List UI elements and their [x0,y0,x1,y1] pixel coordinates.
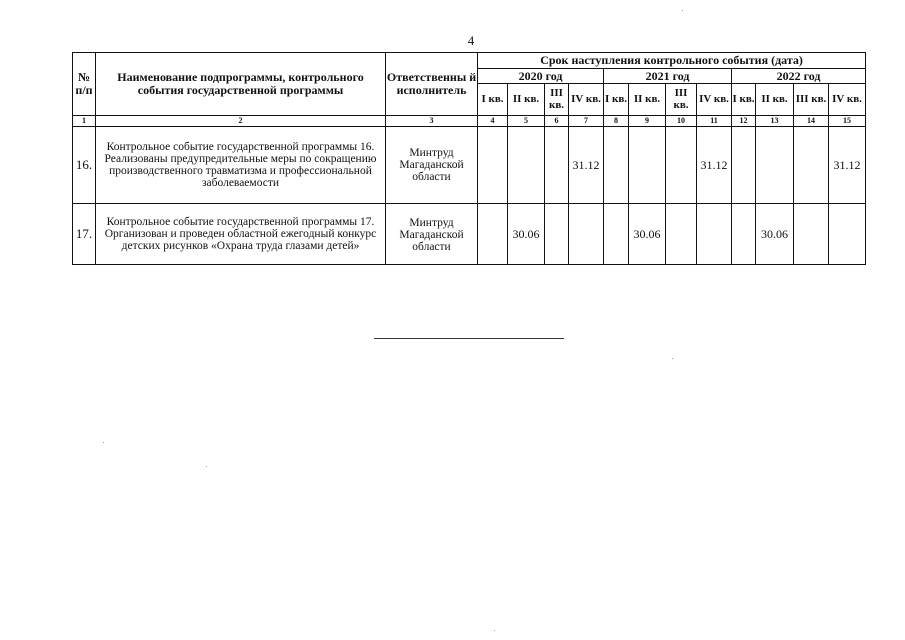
header-deadline: Срок наступления контрольного события (дата) [478,53,866,69]
header-name: Наименование подпрограммы, контрольного события государственной программы [96,53,386,116]
header-responsible: Ответственны й исполнитель [386,53,478,116]
date-cell [604,204,629,265]
header-year-2021: 2021 год [604,69,732,84]
header-quarter: III кв. [794,84,829,116]
column-number: 12 [732,116,756,127]
control-events-table [72,52,866,265]
date-cell [545,127,569,204]
column-number: 10 [666,116,697,127]
scan-speck [682,10,683,11]
header-year-2022: 2022 год [732,69,866,84]
date-cell [604,127,629,204]
header-quarter: IV кв. [829,84,866,116]
date-cell [756,127,794,204]
scan-speck [494,630,495,631]
column-number: 11 [697,116,732,127]
column-number: 2 [96,116,386,127]
header-quarter: I кв. [478,84,508,116]
responsible-executor: Минтруд Магаданской области [386,127,478,204]
column-number: 8 [604,116,629,127]
header-quarter: I кв. [732,84,756,116]
scan-speck [206,466,207,467]
table-row [73,127,866,204]
date-cell [478,204,508,265]
date-cell [666,127,697,204]
column-number: 1 [73,116,96,127]
date-cell [508,127,545,204]
header-quarter: II кв. [756,84,794,116]
date-cell [794,204,829,265]
date-cell [732,127,756,204]
column-numbers-row [73,116,866,127]
date-cell [794,127,829,204]
column-number: 3 [386,116,478,127]
event-name: Контрольное событие государственной программы 16. Реализованы предупредительные меры по сокращению производственного травматизма и профессиональной заболеваемости [96,127,386,204]
event-name: Контрольное событие государственной программы 17. Организован и проведен областной ежегодный конкурс детских рисунков «Охрана труда глазами детей» [96,204,386,265]
column-number: 7 [569,116,604,127]
column-number: 9 [629,116,666,127]
table-row [73,204,866,265]
header-quarter: II кв. [629,84,666,116]
date-cell: 30.06 [629,204,666,265]
header-quarter: III кв. [666,84,697,116]
column-number: 14 [794,116,829,127]
date-cell: 31.12 [569,127,604,204]
date-cell: 31.12 [829,127,866,204]
date-cell: 30.06 [756,204,794,265]
header-num: № п/п [73,53,96,116]
date-cell [732,204,756,265]
date-cell [569,204,604,265]
column-number: 13 [756,116,794,127]
header-quarter: II кв. [508,84,545,116]
header-quarter: IV кв. [569,84,604,116]
column-number: 5 [508,116,545,127]
column-number: 4 [478,116,508,127]
column-number: 6 [545,116,569,127]
header-quarter: I кв. [604,84,629,116]
date-cell [545,204,569,265]
row-number: 16. [73,127,96,204]
responsible-executor: Минтруд Магаданской области [386,204,478,265]
scan-speck [103,442,104,443]
date-cell [629,127,666,204]
column-number: 15 [829,116,866,127]
header-year-2020: 2020 год [478,69,604,84]
section-divider [374,338,564,339]
date-cell: 31.12 [697,127,732,204]
header-quarter: IV кв. [697,84,732,116]
date-cell [829,204,866,265]
date-cell [666,204,697,265]
page-number: 4 [467,33,475,48]
header-quarter: III кв. [545,84,569,116]
date-cell: 30.06 [508,204,545,265]
date-cell [697,204,732,265]
date-cell [478,127,508,204]
scan-speck [672,358,673,359]
row-number: 17. [73,204,96,265]
